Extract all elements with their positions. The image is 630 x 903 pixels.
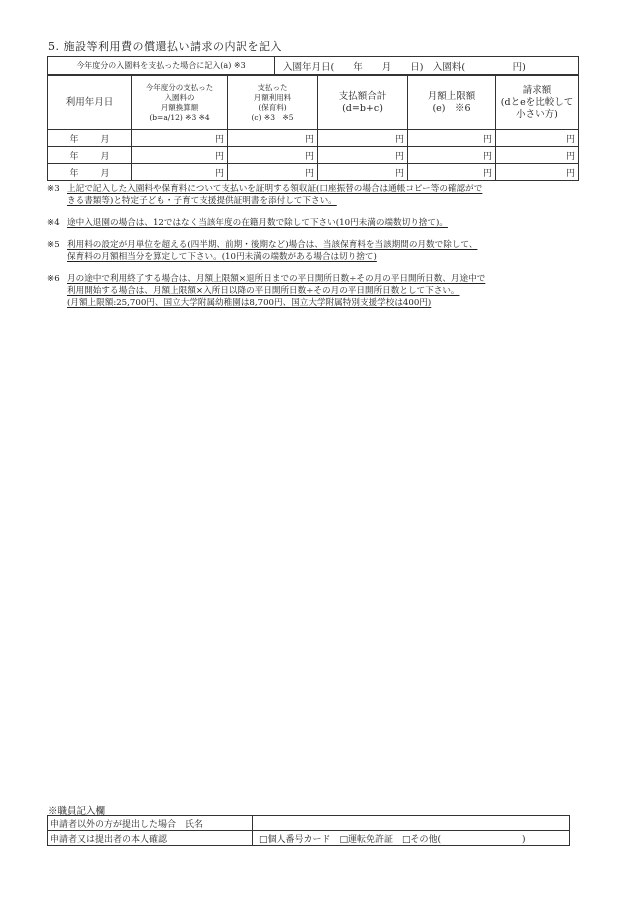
table-row	[48, 164, 579, 181]
note-line: 利用開始する場合は、月額上限額×入所日以降の平日開所日数÷その月の平日開所日数として下さい。	[67, 286, 460, 296]
header-line: 支払った	[257, 82, 288, 92]
header-cell	[318, 76, 408, 130]
header-line: (d=b+c)	[342, 102, 383, 114]
header-line: (b=a/12) ※3 ※4	[149, 112, 210, 122]
table-row	[48, 147, 579, 164]
amount-cell[interactable]: 円	[408, 147, 496, 164]
note-item	[47, 217, 583, 229]
amount-cell[interactable]: 円	[408, 130, 496, 147]
submitter-name-field[interactable]	[253, 816, 570, 831]
note-line: (月額上限額:25,700円、国立大学附属幼稚園は8,700円、国立大学附属特別支援学校は400円)	[67, 298, 432, 308]
section-title: 5. 施設等利用費の償還払い請求の内訳を記入	[48, 40, 282, 53]
header-line: 今年度分の支払った	[145, 82, 214, 92]
amount-cell[interactable]: 円	[228, 164, 318, 181]
note-mark: ※3	[47, 184, 60, 194]
header-line: 利用年月日	[65, 96, 114, 108]
month-unit: 月	[100, 151, 110, 162]
amount-cell[interactable]: 円	[228, 130, 318, 147]
note-text	[67, 273, 583, 309]
header-line: 入園料の	[164, 92, 195, 102]
header-line: (dとeを比較して	[500, 96, 574, 108]
usage-month-cell[interactable]	[48, 147, 132, 164]
amount-cell[interactable]: 円	[318, 164, 408, 181]
header-line: 月額利用料	[253, 92, 292, 102]
header-cell	[496, 76, 579, 130]
header-line: (保育料)	[258, 102, 287, 112]
usage-month-cell[interactable]	[48, 164, 132, 181]
admission-fee-label: 今年度分の入園料を支払った場合に記入(a) ※3	[48, 57, 275, 75]
identity-check-options[interactable]: □個人番号カード □運転免許証 □その他( )	[253, 831, 570, 846]
header-cell	[48, 76, 132, 130]
note-mark: ※5	[47, 240, 60, 250]
year-unit: 年	[69, 134, 79, 145]
amount-cell[interactable]: 円	[408, 164, 496, 181]
note-line: 上記で記入した入園料や保育料について支払いを証明する領収証(口座振替の場合は通帳コピー等の確認がで	[67, 184, 483, 194]
amount-cell[interactable]: 円	[318, 147, 408, 164]
header-cell	[132, 76, 228, 130]
header-row	[48, 76, 579, 130]
month-unit: 月	[100, 168, 110, 179]
amount-cell[interactable]: 円	[318, 130, 408, 147]
header-line: 請求額	[522, 84, 552, 96]
amount-cell[interactable]: 円	[496, 130, 579, 147]
admission-date-fee-field[interactable]: 入園年月日( 年 月 日) 入園料( 円)	[275, 57, 579, 75]
amount-cell[interactable]: 円	[132, 164, 228, 181]
staff-section-label: ※職員記入欄	[48, 806, 106, 817]
amount-cell[interactable]: 円	[228, 147, 318, 164]
month-unit: 月	[100, 134, 110, 145]
breakdown-table	[47, 75, 579, 181]
usage-month-cell[interactable]	[48, 130, 132, 147]
header-line: 支払額合計	[338, 90, 387, 102]
note-text	[67, 239, 583, 263]
note-line: 月の途中で利用終了する場合は、月額上限額×退所日までの平日開所日数÷その月の平日開所日数、月途中で	[67, 274, 486, 284]
note-item	[47, 183, 583, 207]
admission-fee-table	[47, 56, 579, 75]
note-text	[67, 183, 583, 207]
header-line: 月額換算額	[160, 102, 199, 112]
note-line: 保育料の月額相当分を算定して下さい。(10円未満の端数がある場合は切り捨て)	[67, 252, 377, 262]
header-line: 小さい方)	[516, 108, 558, 120]
note-line: 途中入退園の場合は、12ではなく当該年度の在籍月数で除して下さい(10円未満の端数切り捨て)。	[67, 218, 448, 228]
notes-list	[47, 183, 583, 319]
note-mark: ※4	[47, 218, 60, 228]
staff-table	[47, 815, 570, 846]
amount-cell[interactable]: 円	[132, 130, 228, 147]
note-item	[47, 239, 583, 263]
header-line: (e) ※6	[432, 102, 471, 114]
identity-check-label: 申請者又は提出者の本人確認	[48, 831, 253, 846]
header-line: 月額上限額	[427, 90, 476, 102]
header-cell	[408, 76, 496, 130]
note-text	[67, 217, 583, 229]
table-row	[48, 130, 579, 147]
year-unit: 年	[69, 168, 79, 179]
amount-cell[interactable]: 円	[496, 147, 579, 164]
note-line: きる書類等)と特定子ども・子育て支援提供証明書を添付して下さい。	[67, 196, 337, 206]
year-unit: 年	[69, 151, 79, 162]
note-mark: ※6	[47, 274, 60, 284]
amount-cell[interactable]: 円	[132, 147, 228, 164]
note-line: 利用料の設定が月単位を超える(四半期、前期・後期など)場合は、当該保育料を当該期間の月数で除して、	[67, 240, 478, 250]
header-cell	[228, 76, 318, 130]
submitter-name-label: 申請者以外の方が提出した場合 氏名	[48, 816, 253, 831]
header-line: (c) ※3 ※5	[251, 112, 294, 122]
note-item	[47, 273, 583, 309]
amount-cell[interactable]: 円	[496, 164, 579, 181]
